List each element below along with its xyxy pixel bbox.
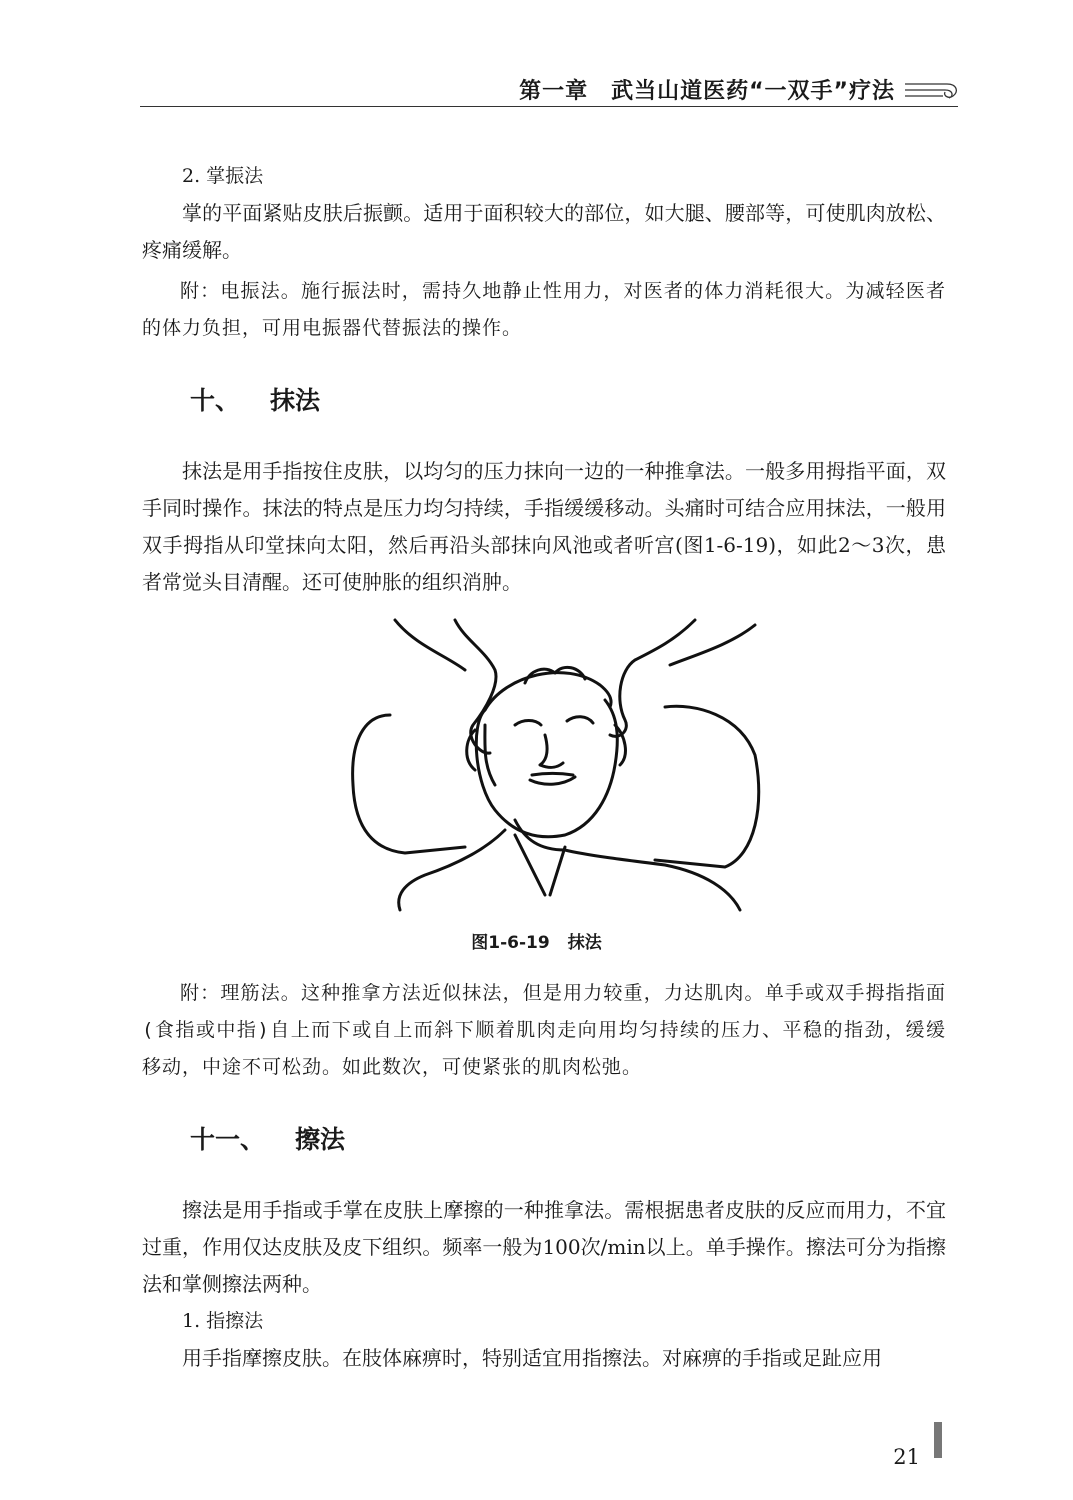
- bottom-text-block: [142, 975, 946, 1377]
- running-header: [0, 62, 1073, 122]
- paragraph-palm-vibration: 掌的平面紧贴皮肤后振颤。适用于面积较大的部位，如大腿、腰部等，可使肌肉放松、疼痛缓解。: [142, 201, 946, 262]
- paragraph-rubbing-method: 擦法是用手指或手掌在皮肤上摩擦的一种推拿法。需根据患者皮肤的反应而用力，不宜过重，作用仅达皮肤及皮下组织。频率一般为100次/min以上。单手操作。擦法可分为指擦法和掌侧擦法两种。: [142, 1198, 946, 1296]
- figure-title: 抹法: [567, 933, 602, 953]
- section-title-text: 抹法: [270, 386, 321, 415]
- illustration-head-massage: [335, 615, 775, 915]
- figure-label: 图1-6-19: [471, 933, 550, 953]
- paragraph-wiping-method: 抹法是用手指按住皮肤，以均匀的压力抹向一边的一种推拿法。一般多用拇指平面，双手同时操作。抹法的特点是压力均匀持续，手指缓缓移动。头痛时可结合应用抹法，一般用双手拇指从印堂抹向太阳，然后再沿头部抹向风池或者听宫(图1-6-19)，如此2～3次，患者常觉头目清醒。还可使肿胀的组织消肿。: [142, 459, 946, 594]
- note-electric-vibration: 附：电振法。施行振法时，需持久地静止性用力，对医者的体力消耗很大。为减轻医者的体力负担，可用电振器代替振法的操作。: [142, 280, 946, 339]
- section-heading-11: [142, 1120, 946, 1160]
- paragraph-finger-rubbing: 用手指摩擦皮肤。在肢体麻痹时，特别适宜用指擦法。对麻痹的手指或足趾应用: [182, 1346, 882, 1370]
- section-number: 十、: [190, 386, 241, 415]
- subheading-finger-rubbing: 1. 指擦法: [182, 1310, 264, 1332]
- page-edge-bar: [934, 1422, 942, 1458]
- header-rule: [140, 106, 958, 107]
- page-number: 21: [893, 1445, 920, 1469]
- note-tendon-method: 附：理筋法。这种推拿方法近似抹法，但是用力较重，力达肌肉。单手或双手拇指指面(食指或中指)自上而下或自上而斜下顺着肌肉走向用均匀持续的压力、平稳的指劲，缓缓移动，中途不可松劲。如此数次，可使紧张的肌肉松弛。: [142, 982, 946, 1078]
- figure-caption: [0, 928, 1073, 953]
- section-number: 十一、: [190, 1125, 266, 1154]
- scroll-ornament-icon: [903, 68, 963, 108]
- section-title-text: 擦法: [295, 1125, 346, 1154]
- top-text-block: [142, 158, 946, 601]
- chapter-title: 第一章 武当山道医药“一双手”疗法: [519, 79, 895, 104]
- subheading-palm-vibration: 2. 掌振法: [182, 165, 264, 187]
- section-heading-10: [142, 381, 946, 421]
